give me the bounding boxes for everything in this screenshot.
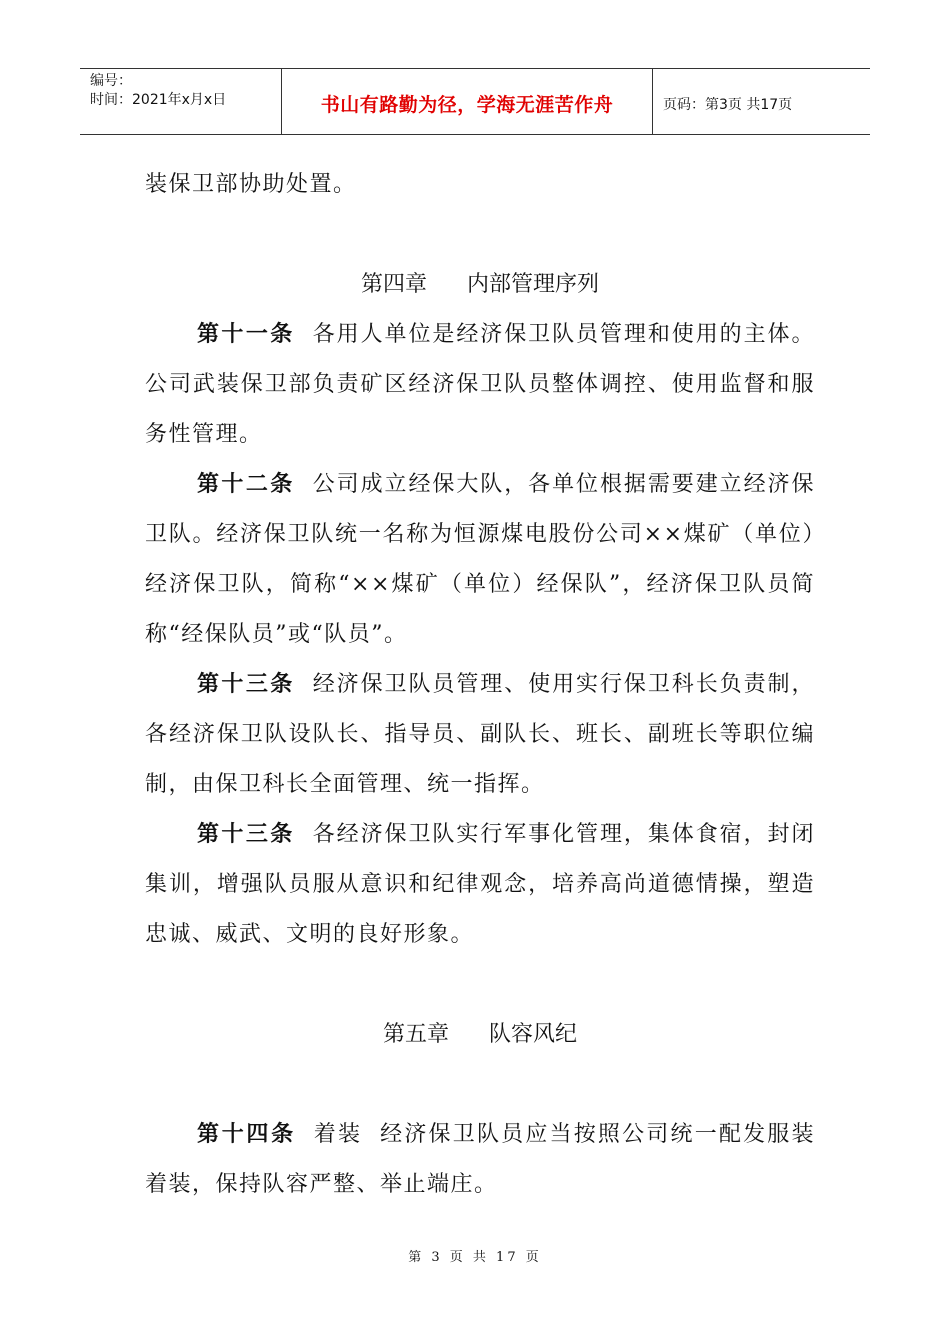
page-header [80, 68, 870, 135]
article-label: 第十三条 [197, 822, 295, 847]
chapter-title: 内部管理序列 [467, 272, 600, 297]
page-footer: 第 3 页 共 17 页 [408, 1250, 542, 1265]
document-body [145, 160, 815, 1210]
article-text: 各用人单位是经济保卫队员管理和使用的主体。公司武装保卫部负责矿区经济保卫队员整体调控、使用监督和服务性管理。 [145, 322, 815, 447]
header-meta [80, 69, 282, 134]
header-motto: 书山有路勤为径，学海无涯苦作舟 [282, 69, 653, 134]
article-11 [145, 310, 815, 460]
article-14 [145, 1110, 815, 1210]
article-label: 第十二条 [197, 472, 295, 497]
article-label: 第十三条 [197, 672, 295, 697]
article-text: 经济保卫队员应当按照公司统一配发服装着装，保持队容严整、举止端庄。 [145, 1122, 815, 1197]
chapter-title: 队容风纪 [489, 1022, 578, 1047]
article-13-b [145, 810, 815, 960]
chapter-number: 第五章 [382, 1022, 449, 1047]
article-13-a [145, 660, 815, 810]
article-subtitle: 着装 [313, 1122, 363, 1147]
document-date: 时间：2021年x月x日 [90, 92, 227, 108]
article-label: 第十四条 [197, 1122, 296, 1147]
document-number-label: 编号： [90, 73, 132, 89]
article-text: 公司成立经保大队，各单位根据需要建立经济保卫队。经济保卫队统一名称为恒源煤电股份公司××煤矿（单位）经济保卫队，简称“××煤矿（单位）经保队”，经济保卫队员简称“经保队员”或“队员”。 [145, 472, 815, 647]
chapter-heading-5 [145, 1010, 815, 1060]
continuation-paragraph: 装保卫部协助处置。 [145, 172, 357, 197]
article-text: 经济保卫队员管理、使用实行保卫科长负责制，各经济保卫队设队长、指导员、副队长、班长、副班长等职位编制，由保卫科长全面管理、统一指挥。 [145, 672, 815, 797]
header-page-info: 页码：第3页 共17页 [663, 96, 793, 113]
chapter-heading-4 [145, 260, 815, 310]
chapter-number: 第四章 [360, 272, 427, 297]
article-text: 各经济保卫队实行军事化管理，集体食宿，封闭集训，增强队员服从意识和纪律观念，培养高尚道德情操，塑造忠诚、威武、文明的良好形象。 [145, 822, 815, 947]
article-12 [145, 460, 815, 660]
article-label: 第十一条 [197, 322, 295, 347]
